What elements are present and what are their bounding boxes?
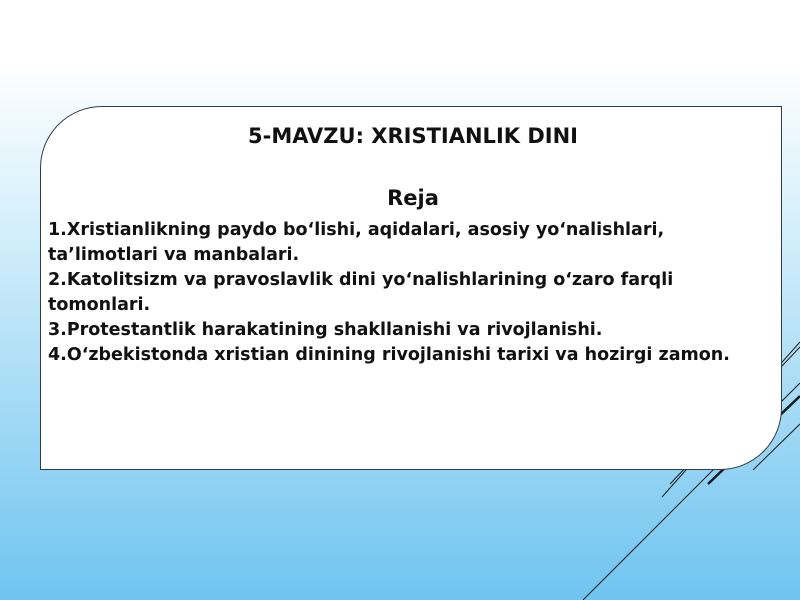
plan-item: 1.Xristianlikning paydo bo‘lishi, aqidalari, asosiy yo‘nalishlari, ta’limotlari va manbalari.: [48, 220, 665, 265]
plan-item: 4.O‘zbekistonda xristian dinining rivojlanishi tarixi va hozirgi zamon.: [48, 345, 730, 365]
plan-item: 3.Protestantlik harakatining shakllanishi va rivojlanishi.: [48, 320, 603, 340]
plan-list: [48, 218, 760, 368]
plan-heading: Reja: [387, 186, 439, 210]
slide-title: 5-MAVZU: XRISTIANLIK DINI: [248, 124, 578, 148]
plan-item: 2.Katolitsizm va pravoslavlik dini yo‘nalishlarining o‘zaro farqli tomonlari.: [48, 270, 674, 315]
